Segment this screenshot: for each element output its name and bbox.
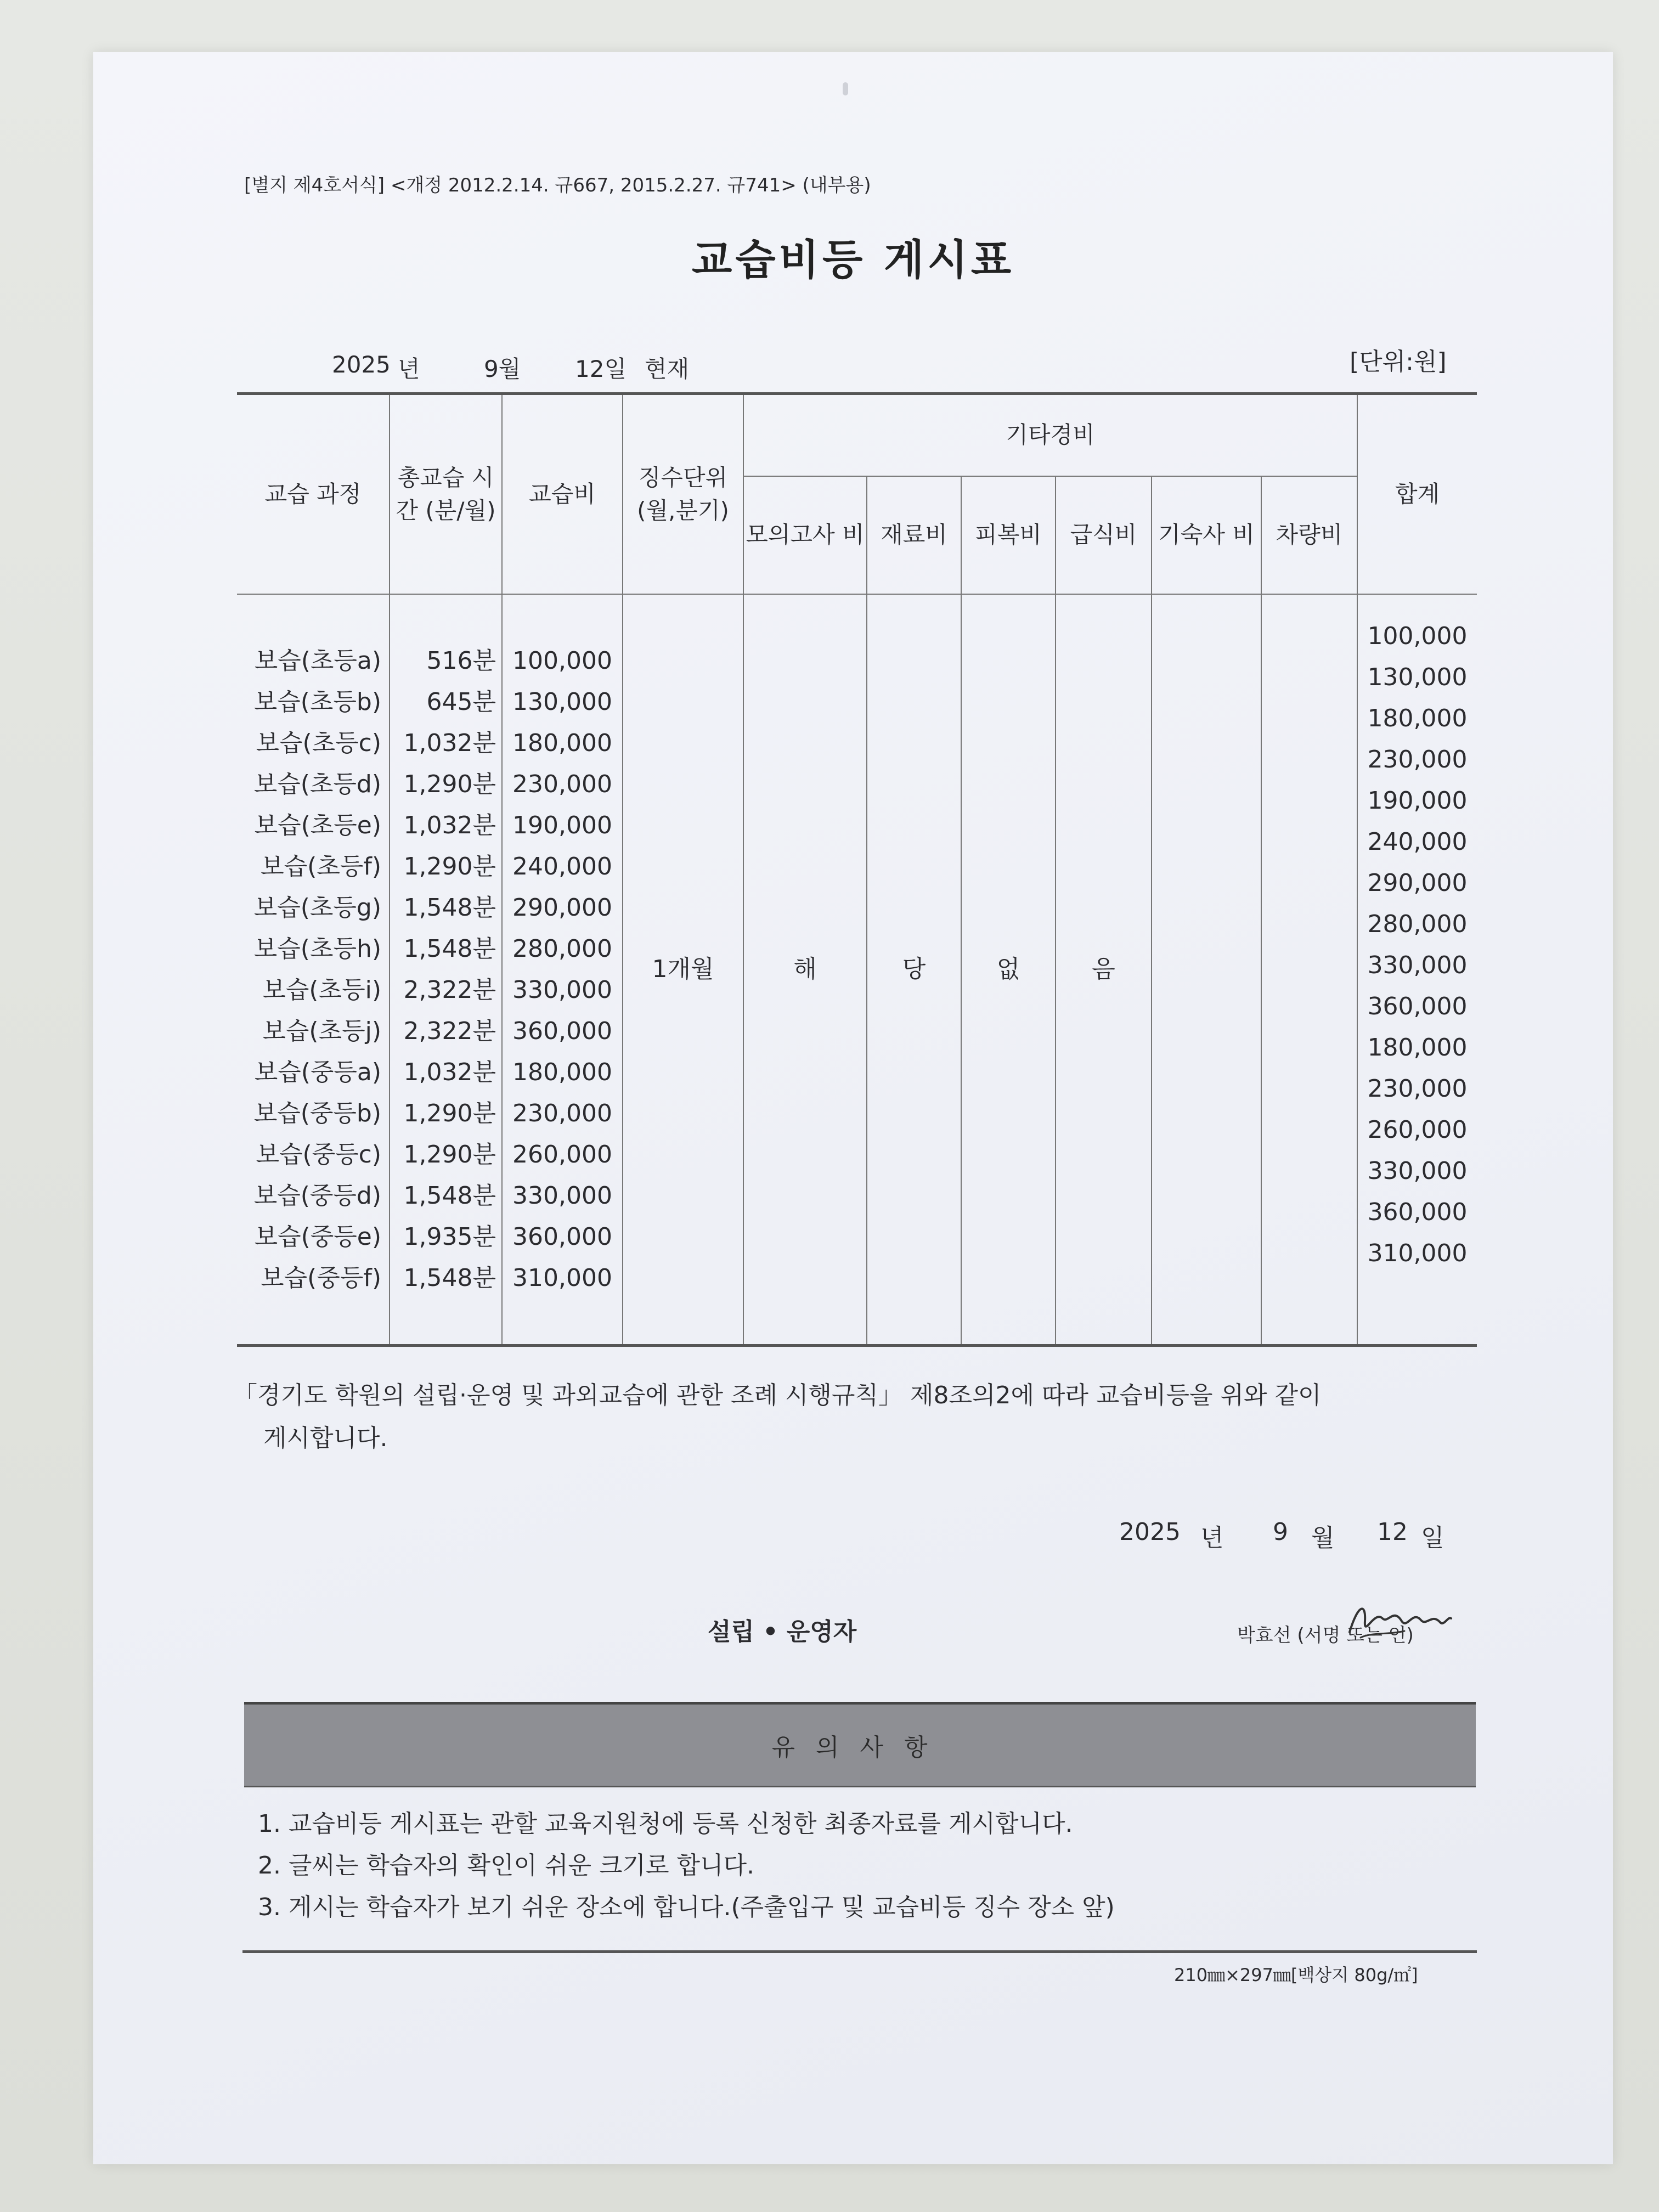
total-value: 310,000 — [1367, 1239, 1468, 1267]
total-hours-value: 2,322분 — [403, 975, 496, 1004]
fee-value: 280,000 — [512, 934, 612, 963]
total-value: 230,000 — [1367, 745, 1468, 774]
dormitory-cell — [1152, 594, 1261, 1346]
fee-table — [237, 392, 1477, 1347]
notice-header: 유의사항 — [244, 1702, 1476, 1787]
paper-size-note: 210㎜×297㎜[백상지 80g/㎡] — [1174, 1965, 1418, 1985]
signer-name: 박효선 (서명 또는 인) — [1237, 1624, 1414, 1646]
fee-value: 100,000 — [512, 646, 612, 675]
document-sheet — [93, 52, 1613, 2164]
total-hours-value: 1,032분 — [403, 1058, 496, 1086]
founder-label: 설립 • 운영자 — [708, 1618, 857, 1646]
as-of-month: 9월 — [484, 356, 521, 382]
total-hours-value: 1,548분 — [403, 1263, 496, 1292]
as-of-year-unit: 년 — [398, 356, 420, 382]
course-name: 보습(초등a) — [254, 646, 381, 675]
meals-cell: 음 — [1056, 594, 1152, 1346]
uniform-cell: 없 — [961, 594, 1056, 1346]
course-name: 보습(중등a) — [254, 1058, 381, 1086]
as-of-year: 2025 — [332, 351, 391, 378]
course-name: 보습(초등f) — [261, 852, 381, 881]
course-name: 보습(중등d) — [253, 1181, 381, 1210]
course-name: 보습(중등e) — [254, 1222, 381, 1251]
materials-cell: 당 — [867, 594, 961, 1346]
header-dormitory: 기숙사 비 — [1152, 476, 1261, 594]
sign-month-unit: 월 — [1311, 1524, 1335, 1552]
total-value: 100,000 — [1367, 622, 1468, 650]
sign-day-unit: 일 — [1421, 1524, 1444, 1552]
notice-item: 1. 교습비등 게시표는 관할 교육지원청에 등록 신청한 최종자료를 게시합니다. — [258, 1810, 1073, 1838]
fee-value: 180,000 — [512, 729, 612, 757]
fee-value: 230,000 — [512, 1099, 612, 1127]
fee-value: 180,000 — [512, 1058, 612, 1086]
unit-label: [단위:원] — [1350, 348, 1447, 376]
legal-line-1: 「경기도 학원의 설립·운영 및 과외교습에 관한 조례 시행규칙」 제8조의2에 따라 교습비등을 위와 같이 — [233, 1381, 1322, 1409]
total-value: 280,000 — [1367, 910, 1468, 938]
total-hours-value: 2,322분 — [403, 1017, 496, 1045]
fee-value: 330,000 — [512, 1181, 612, 1210]
document-title: 교습비등 게시표 — [691, 235, 1015, 284]
total-value: 180,000 — [1367, 704, 1468, 732]
total-value: 360,000 — [1367, 992, 1468, 1020]
vehicle-cell — [1261, 594, 1357, 1346]
total-hours-value: 1,548분 — [403, 893, 496, 922]
total-hours-value: 645분 — [426, 687, 496, 716]
total-value: 180,000 — [1367, 1033, 1468, 1062]
header-other-expenses: 기타경비 — [743, 394, 1357, 476]
total-value: 330,000 — [1367, 1156, 1468, 1185]
legal-line-2: 게시합니다. — [263, 1424, 388, 1452]
fee-value: 290,000 — [512, 893, 612, 922]
fee-value: 330,000 — [512, 975, 612, 1004]
total-hours-value: 1,548분 — [403, 934, 496, 963]
total-value: 190,000 — [1367, 786, 1468, 815]
header-course: 교습 과정 — [237, 394, 390, 594]
total-value: 290,000 — [1367, 868, 1468, 897]
total-value: 260,000 — [1367, 1115, 1468, 1144]
header-total: 합계 — [1357, 394, 1477, 594]
form-header-note: [별지 제4호서식] <개정 2012.2.14. 규667, 2015.2.27. 규741> (내부용) — [244, 174, 871, 196]
total-hours-value: 1,290분 — [403, 852, 496, 881]
total-column — [1357, 594, 1477, 1346]
course-name: 보습(초등e) — [254, 811, 381, 839]
total-hours-value: 1,935분 — [403, 1222, 496, 1251]
course-name: 보습(초등h) — [253, 934, 381, 963]
fee-column — [502, 594, 623, 1346]
total-hours-value: 1,032분 — [403, 811, 496, 839]
total-value: 230,000 — [1367, 1074, 1468, 1103]
mock-exam-cell: 해 — [743, 594, 867, 1346]
header-total-hours: 총교습 시간 (분/월) — [390, 394, 502, 594]
legal-statement — [233, 1374, 1479, 1460]
total-value: 130,000 — [1367, 663, 1468, 691]
punch-hole — [843, 82, 848, 95]
total-hours-column — [390, 594, 502, 1346]
total-hours-value: 1,290분 — [403, 770, 496, 798]
course-name: 보습(초등j) — [262, 1017, 381, 1045]
course-name: 보습(초등d) — [253, 770, 381, 798]
course-name: 보습(중등f) — [261, 1263, 381, 1292]
fee-value: 130,000 — [512, 687, 612, 716]
total-hours-value: 1,290분 — [403, 1099, 496, 1127]
fee-value: 230,000 — [512, 770, 612, 798]
total-hours-value: 1,290분 — [403, 1140, 496, 1169]
sign-day: 12 — [1377, 1518, 1408, 1546]
course-name: 보습(중등b) — [253, 1099, 381, 1127]
bottom-divider — [242, 1950, 1477, 1953]
fee-value: 260,000 — [512, 1140, 612, 1169]
fee-value: 240,000 — [512, 852, 612, 881]
sign-month: 9 — [1273, 1518, 1288, 1546]
header-fee: 교습비 — [502, 394, 623, 594]
fee-value: 360,000 — [512, 1222, 612, 1251]
course-name: 보습(중등c) — [256, 1140, 381, 1169]
sign-year: 2025 — [1119, 1518, 1181, 1546]
sign-year-unit: 년 — [1200, 1524, 1224, 1552]
fee-value: 190,000 — [512, 811, 612, 839]
header-uniform: 피복비 — [961, 476, 1056, 594]
header-materials: 재료비 — [867, 476, 961, 594]
total-hours-value: 516분 — [426, 646, 496, 675]
header-vehicle: 차량비 — [1261, 476, 1357, 594]
course-name: 보습(초등g) — [253, 893, 381, 922]
course-name: 보습(초등c) — [256, 729, 381, 757]
course-name: 보습(초등b) — [253, 687, 381, 716]
header-collection-unit: 징수단위 (월,분기) — [623, 394, 743, 594]
fee-value: 310,000 — [512, 1263, 612, 1292]
notice-item: 2. 글씨는 학습자의 확인이 쉬운 크기로 합니다. — [258, 1852, 754, 1880]
as-of-suffix: 현재 — [645, 356, 690, 382]
handwritten-signature — [1344, 1599, 1454, 1649]
total-hours-value: 1,032분 — [403, 729, 496, 757]
total-value: 330,000 — [1367, 951, 1468, 979]
header-meals: 급식비 — [1056, 476, 1152, 594]
total-hours-value: 1,548분 — [403, 1181, 496, 1210]
collection-unit-cell: 1개월 — [623, 594, 743, 1346]
course-column — [237, 594, 390, 1346]
as-of-day: 12일 — [575, 356, 627, 382]
header-mock-exam: 모의고사 비 — [743, 476, 867, 594]
notice-list — [258, 1803, 1115, 1928]
fee-value: 360,000 — [512, 1017, 612, 1045]
total-value: 360,000 — [1367, 1198, 1468, 1226]
course-name: 보습(초등i) — [262, 975, 381, 1004]
notice-item: 3. 게시는 학습자가 보기 쉬운 장소에 합니다.(주출입구 및 교습비등 징수 장소 앞) — [258, 1893, 1115, 1921]
total-value: 240,000 — [1367, 827, 1468, 856]
